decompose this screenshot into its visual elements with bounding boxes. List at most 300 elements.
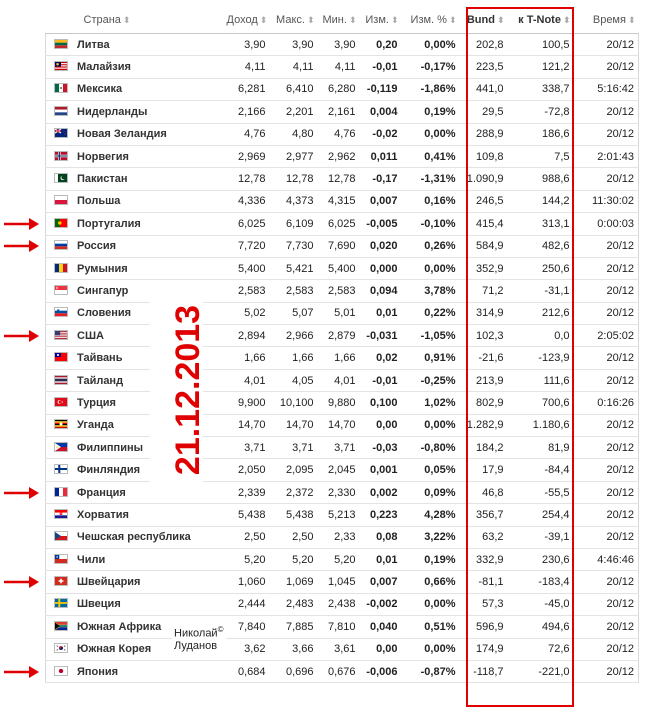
low-cell: 2,438 [318,593,360,615]
change-pct-cell: 0,00% [402,257,460,279]
yield-cell: 14,70 [224,414,270,436]
country-name[interactable]: США [77,329,104,342]
time-cell: 2:05:02 [574,325,639,347]
yield-cell: 12,78 [224,168,270,190]
change-pct-cell: -0,25% [402,369,460,391]
column-header-low[interactable]: Мин. ⬍ [318,7,360,34]
table-row[interactable] [46,190,639,212]
column-header-tnote[interactable]: к T-Note ⬍ [508,7,574,34]
high-cell: 14,70 [270,414,318,436]
change-cell: 0,223 [360,504,402,526]
yield-cell: 7,840 [224,616,270,638]
tnote-spread-cell: -123,9 [508,347,574,369]
change-cell: 0,000 [360,257,402,279]
high-cell: 4,11 [270,56,318,78]
change-cell: -0,17 [360,168,402,190]
yield-cell: 4,336 [224,190,270,212]
change-pct-cell: 0,19% [402,548,460,570]
table-row[interactable] [46,168,639,190]
bund-spread-cell: 356,7 [460,504,508,526]
bund-spread-cell: 1.090,9 [460,168,508,190]
low-cell: 6,025 [318,213,360,235]
country-cell[interactable] [46,571,224,593]
column-header-change[interactable]: Изм. ⬍ [360,7,402,34]
time-cell: 20/12 [574,481,639,503]
yield-cell: 5,20 [224,548,270,570]
change-pct-cell: -1,05% [402,325,460,347]
country-cell[interactable] [46,34,224,56]
table-row[interactable] [46,257,639,279]
usa-flag-icon [54,330,68,340]
high-cell: 4,05 [270,369,318,391]
high-cell: 7,730 [270,235,318,257]
country-name[interactable]: Румыния [77,262,128,275]
country-name[interactable]: Швейцария [77,576,141,589]
romania-flag-icon [54,263,68,273]
bund-spread-cell: 102,3 [460,325,508,347]
bund-spread-cell: 184,2 [460,437,508,459]
low-cell: 2,161 [318,101,360,123]
table-row[interactable] [46,34,639,56]
change-cell: -0,02 [360,123,402,145]
country-cell[interactable] [46,56,224,78]
tnote-spread-cell: 7,5 [508,145,574,167]
time-cell: 2:01:43 [574,145,639,167]
country-cell[interactable] [46,123,224,145]
table-row[interactable] [46,481,639,503]
high-cell: 2,483 [270,593,318,615]
yield-cell: 6,025 [224,213,270,235]
country-name[interactable]: Япония [77,665,119,678]
table-row[interactable] [46,123,639,145]
tnote-spread-cell: 121,2 [508,56,574,78]
change-cell: 0,007 [360,190,402,212]
sweden-flag-icon [54,598,68,608]
time-cell: 4:46:46 [574,548,639,570]
high-cell: 2,095 [270,459,318,481]
bund-spread-cell: 314,9 [460,302,508,324]
high-cell: 2,201 [270,101,318,123]
country-name[interactable]: Словения [77,307,132,320]
sort-icon: ⬍ [259,15,268,25]
change-pct-cell: 0,00% [402,414,460,436]
bund-spread-cell: 584,9 [460,235,508,257]
time-cell: 5:16:42 [574,78,639,100]
high-cell: 5,438 [270,504,318,526]
change-pct-cell: 0,00% [402,123,460,145]
red-arrow-icon [2,486,40,500]
malaysia-flag-icon [54,61,68,71]
country-cell[interactable] [46,257,224,279]
country-name[interactable]: Хорватия [77,508,129,521]
change-cell: -0,01 [360,369,402,391]
table-row[interactable] [46,437,639,459]
table-row[interactable] [46,78,639,100]
lithuania-flag-icon [54,39,68,49]
time-cell: 20/12 [574,571,639,593]
change-cell: -0,005 [360,213,402,235]
time-cell: 20/12 [574,526,639,548]
change-cell: 0,100 [360,392,402,414]
high-cell: 2,583 [270,280,318,302]
change-cell: -0,031 [360,325,402,347]
table-row[interactable] [46,660,639,682]
change-pct-cell: 0,05% [402,459,460,481]
red-arrow-icon [2,329,40,343]
japan-flag-icon [54,666,68,676]
yield-cell: 2,894 [224,325,270,347]
country-cell[interactable] [46,660,224,682]
tnote-spread-cell: 212,6 [508,302,574,324]
country-name[interactable]: Филиппины [77,441,143,454]
time-cell: 20/12 [574,101,639,123]
table-row[interactable] [46,392,639,414]
yield-cell: 1,060 [224,571,270,593]
change-cell: 0,001 [360,459,402,481]
tnote-spread-cell: 494,6 [508,616,574,638]
bund-spread-cell: 174,9 [460,638,508,660]
column-header-change-pct[interactable]: Изм. % ⬍ [402,7,460,34]
country-name[interactable]: Пакистан [77,173,128,186]
sort-icon: ⬍ [562,15,571,25]
table-row[interactable] [46,101,639,123]
time-cell: 20/12 [574,504,639,526]
low-cell: 9,880 [318,392,360,414]
time-cell: 0:00:03 [574,213,639,235]
tnote-spread-cell: 254,4 [508,504,574,526]
high-cell: 3,71 [270,437,318,459]
bund-spread-cell: 202,8 [460,34,508,56]
taiwan-flag-icon [54,352,68,362]
high-cell: 6,410 [270,78,318,100]
change-cell: 0,00 [360,638,402,660]
high-cell: 1,069 [270,571,318,593]
finland-flag-icon [54,464,68,474]
high-cell: 2,50 [270,526,318,548]
country-name[interactable]: Португалия [77,217,141,230]
bund-spread-cell: -21,6 [460,347,508,369]
tnote-spread-cell: 313,1 [508,213,574,235]
tnote-spread-cell: -45,0 [508,593,574,615]
change-pct-cell: 0,00% [402,34,460,56]
new-zealand-flag-icon [54,128,68,138]
country-cell[interactable] [46,101,224,123]
tnote-spread-cell: 338,7 [508,78,574,100]
country-name[interactable]: Норвегия [77,150,129,163]
low-cell: 7,690 [318,235,360,257]
high-cell: 6,109 [270,213,318,235]
country-cell[interactable] [46,213,224,235]
table-row[interactable] [46,347,639,369]
change-pct-cell: 0,91% [402,347,460,369]
table-row[interactable] [46,638,639,660]
table-row[interactable] [46,325,639,347]
bund-spread-cell: 596,9 [460,616,508,638]
tnote-spread-cell: 250,6 [508,257,574,279]
yield-cell: 7,720 [224,235,270,257]
change-cell: 0,011 [360,145,402,167]
low-cell: 4,01 [318,369,360,391]
table-header-row [46,7,639,34]
country-name[interactable]: Литва [77,38,110,51]
yield-cell: 1,66 [224,347,270,369]
country-cell[interactable] [46,168,224,190]
low-cell: 6,280 [318,78,360,100]
country-cell[interactable] [46,504,224,526]
table-row[interactable] [46,616,639,638]
country-name[interactable]: Малайзия [77,61,131,74]
low-cell: 1,66 [318,347,360,369]
table-row[interactable] [46,593,639,615]
table-row[interactable] [46,459,639,481]
high-cell: 4,80 [270,123,318,145]
table-row[interactable] [46,213,639,235]
red-arrow-icon [2,239,40,253]
mexico-flag-icon [54,83,68,93]
country-name[interactable]: Новая Зеландия [77,128,167,141]
yield-cell: 4,01 [224,369,270,391]
column-header-high[interactable]: Макс. ⬍ [270,7,318,34]
change-pct-cell: 0,22% [402,302,460,324]
change-cell: 0,094 [360,280,402,302]
low-cell: 4,315 [318,190,360,212]
table-row[interactable] [46,526,639,548]
low-cell: 5,01 [318,302,360,324]
south-africa-flag-icon [54,621,68,631]
time-cell: 20/12 [574,123,639,145]
country-name[interactable]: Уганда [77,419,114,432]
change-cell: -0,119 [360,78,402,100]
tnote-spread-cell: 81,9 [508,437,574,459]
low-cell: 2,330 [318,481,360,503]
country-cell[interactable] [46,145,224,167]
country-name[interactable]: Франция [77,486,126,499]
low-cell: 1,045 [318,571,360,593]
high-cell: 5,07 [270,302,318,324]
country-cell[interactable] [46,235,224,257]
change-cell: -0,006 [360,660,402,682]
bund-spread-cell: 71,2 [460,280,508,302]
table-row[interactable] [46,145,639,167]
yield-cell: 9,900 [224,392,270,414]
low-cell: 2,583 [318,280,360,302]
bund-spread-cell: 352,9 [460,257,508,279]
low-cell: 7,810 [318,616,360,638]
time-cell: 20/12 [574,56,639,78]
country-name[interactable]: Южная Африка [77,620,162,633]
czech-flag-icon [54,531,68,541]
country-name[interactable]: Польша [77,195,121,208]
yield-cell: 4,76 [224,123,270,145]
column-header-country[interactable]: Страна ⬍ [46,7,224,34]
country-name[interactable]: Турция [77,396,116,409]
tnote-spread-cell: 72,6 [508,638,574,660]
country-name[interactable]: Сингапур [77,284,129,297]
country-name[interactable]: Финляндия [77,464,141,477]
change-pct-cell: -0,10% [402,213,460,235]
tnote-spread-cell: 144,2 [508,190,574,212]
change-pct-cell: 0,66% [402,571,460,593]
column-header-yield[interactable]: Доход ⬍ [224,7,270,34]
sort-icon: ⬍ [496,15,505,25]
country-name[interactable]: Тайланд [77,374,124,387]
time-cell: 20/12 [574,347,639,369]
bund-spread-cell: 441,0 [460,78,508,100]
low-cell: 3,71 [318,437,360,459]
country-cell[interactable] [46,78,224,100]
bund-spread-cell: 223,5 [460,56,508,78]
change-cell: 0,020 [360,235,402,257]
time-cell: 20/12 [574,302,639,324]
yield-cell: 2,166 [224,101,270,123]
change-pct-cell: -0,80% [402,437,460,459]
column-header-bund[interactable]: Bund ⬍ [460,7,508,34]
netherlands-flag-icon [54,106,68,116]
slovenia-flag-icon [54,307,68,317]
high-cell: 5,421 [270,257,318,279]
high-cell: 2,966 [270,325,318,347]
bond-yields-table [45,7,639,683]
country-name[interactable]: Чешская республика [77,531,191,544]
country-name[interactable]: Южная Корея [77,643,152,656]
time-cell: 20/12 [574,660,639,682]
time-cell: 20/12 [574,168,639,190]
high-cell: 1,66 [270,347,318,369]
high-cell: 2,372 [270,481,318,503]
table-row[interactable] [46,414,639,436]
france-flag-icon [54,487,68,497]
philippines-flag-icon [54,442,68,452]
tnote-spread-cell: -72,8 [508,101,574,123]
bund-spread-cell: 415,4 [460,213,508,235]
switzerland-flag-icon [54,576,68,586]
time-cell: 20/12 [574,437,639,459]
low-cell: 4,76 [318,123,360,145]
tnote-spread-cell: -183,4 [508,571,574,593]
bund-spread-cell: 17,9 [460,459,508,481]
change-cell: 0,08 [360,526,402,548]
low-cell: 5,20 [318,548,360,570]
table-row[interactable] [46,571,639,593]
country-name[interactable]: Нидерланды [77,105,148,118]
bund-spread-cell: 109,8 [460,145,508,167]
bund-spread-cell: 1.282,9 [460,414,508,436]
change-pct-cell: 3,22% [402,526,460,548]
yield-cell: 3,90 [224,34,270,56]
high-cell: 10,100 [270,392,318,414]
tnote-spread-cell: 100,5 [508,34,574,56]
tnote-spread-cell: 111,6 [508,369,574,391]
low-cell: 2,33 [318,526,360,548]
country-name[interactable]: Тайвань [77,352,123,365]
low-cell: 0,676 [318,660,360,682]
bund-spread-cell: 802,9 [460,392,508,414]
sort-icon: ⬍ [122,15,131,25]
yield-cell: 5,02 [224,302,270,324]
change-pct-cell: 1,02% [402,392,460,414]
country-cell[interactable] [46,593,224,615]
table-row[interactable] [46,548,639,570]
low-cell: 2,962 [318,145,360,167]
table-row[interactable] [46,280,639,302]
time-cell: 20/12 [574,34,639,56]
yield-cell: 2,969 [224,145,270,167]
table-row[interactable] [46,369,639,391]
change-pct-cell: 0,00% [402,638,460,660]
yield-cell: 5,400 [224,257,270,279]
table-row[interactable] [46,302,639,324]
low-cell: 3,61 [318,638,360,660]
change-pct-cell: 0,19% [402,101,460,123]
sort-icon: ⬍ [627,15,636,25]
change-cell: 0,002 [360,481,402,503]
time-cell: 20/12 [574,593,639,615]
tnote-spread-cell: 482,6 [508,235,574,257]
yield-cell: 6,281 [224,78,270,100]
change-pct-cell: -0,17% [402,56,460,78]
change-cell: -0,002 [360,593,402,615]
uganda-flag-icon [54,419,68,429]
high-cell: 2,977 [270,145,318,167]
yield-cell: 2,50 [224,526,270,548]
sort-icon: ⬍ [390,15,399,25]
country-name[interactable]: Россия [77,240,117,253]
country-cell[interactable] [46,548,224,570]
change-pct-cell: -1,31% [402,168,460,190]
low-cell: 14,70 [318,414,360,436]
change-cell: 0,01 [360,548,402,570]
low-cell: 4,11 [318,56,360,78]
table-row[interactable] [46,504,639,526]
red-arrow-icon [2,217,40,231]
change-cell: 0,00 [360,414,402,436]
country-name[interactable]: Швеция [77,598,121,611]
russia-flag-icon [54,240,68,250]
tnote-spread-cell: -84,4 [508,459,574,481]
sort-icon: ⬍ [348,15,357,25]
yield-cell: 2,583 [224,280,270,302]
tnote-spread-cell: -39,1 [508,526,574,548]
change-pct-cell: 4,28% [402,504,460,526]
change-cell: 0,01 [360,302,402,324]
low-cell: 2,879 [318,325,360,347]
table-row[interactable] [46,235,639,257]
bund-spread-cell: 63,2 [460,526,508,548]
croatia-flag-icon [54,509,68,519]
country-name[interactable]: Мексика [77,83,123,96]
norway-flag-icon [54,151,68,161]
yield-cell: 2,339 [224,481,270,503]
time-cell: 20/12 [574,616,639,638]
country-cell[interactable] [46,190,224,212]
change-pct-cell: 3,78% [402,280,460,302]
high-cell: 4,373 [270,190,318,212]
change-pct-cell: 0,41% [402,145,460,167]
tnote-spread-cell: -55,5 [508,481,574,503]
country-cell[interactable] [46,526,224,548]
table-row[interactable] [46,56,639,78]
column-header-time[interactable]: Время ⬍ [574,7,639,34]
change-cell: 0,007 [360,571,402,593]
change-cell: 0,004 [360,101,402,123]
tnote-spread-cell: 230,6 [508,548,574,570]
country-name[interactable]: Чили [77,553,106,566]
poland-flag-icon [54,195,68,205]
bund-spread-cell: 29,5 [460,101,508,123]
time-cell: 20/12 [574,459,639,481]
yield-cell: 2,444 [224,593,270,615]
high-cell: 5,20 [270,548,318,570]
